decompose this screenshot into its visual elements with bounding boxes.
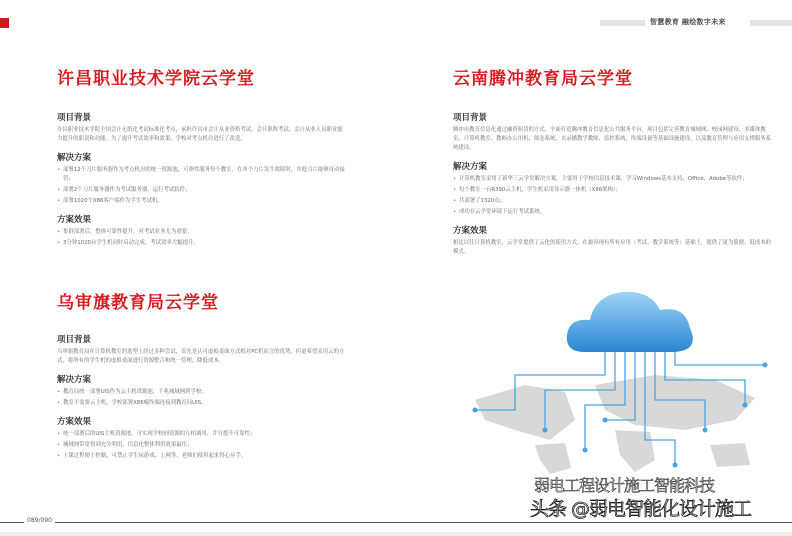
list-item: • 部署12个刀片服务器作为考点机房的统一资源池，可弹性服务每个教室，在单个刀片发生故障时，其他刀片能够自动接管； [57, 166, 347, 184]
heading-background: 项目背景 [57, 113, 92, 123]
watermark-text: 弱电工程设计施工智能科技 [534, 476, 715, 495]
list-item: • 教育局统一部署UIS作为云主机资源池，千兆城域网到学校； [57, 388, 347, 397]
heading-solution: 解决方案 [57, 153, 92, 163]
heading-solution: 解决方案 [57, 375, 92, 385]
section-tengchong [453, 64, 773, 257]
heading-effect: 方案效果 [57, 215, 92, 225]
list-item: • 统一部署后的UIS主机资源池，可实现学校间资源的互相调用，并且提升可靠性； [57, 430, 347, 439]
list-item: • 每个教室一台R390云主机，学生机采用显示器一体机（X86架构）； [453, 186, 773, 195]
list-item: • 成功在云学堂环境下运行考试系统。 [453, 208, 773, 217]
effect-text: 相比以往计算机教室，云学堂提供了云化的使用方式，在兼容现有所有应用（考试、教学系统等）基础上，提供了更为简便、低成本的模式。 [453, 240, 772, 255]
background-text: 腾冲市教育信息化通过融资租赁的方式，全面打造腾冲教育信息化公共服务平台，项目包括完善教育城域网、校园网建设、多媒体教室、计算机教室、教师办公用机、阅卷系统、直录播教学教师、监控系统、终端设备等基础设施建设，以及教育管理与应用支撑服务系统建设。 [453, 127, 772, 151]
header-slogan: 智慧教育 融绘数字未来 [650, 18, 726, 26]
heading-effect: 方案效果 [57, 417, 92, 427]
section-title: 云南腾冲教育局云学堂 [453, 69, 633, 89]
background-text: 乌审旗教育局在计算机教室的选型上经过多种尝试，首先是认可虚拟桌面方式相对PC机而言的优势，但更希望采用云的方式，将所有的学生机的虚拟桌面进行资源整合和统一管理，降低成本。 [57, 349, 345, 364]
list-item: • 部署2个刀片服务器作为考试服务器，运行考试软件； [57, 186, 347, 195]
bottom-strip [0, 532, 792, 536]
heading-background: 项目背景 [57, 335, 92, 345]
footer-line [0, 522, 792, 523]
heading-background: 项目背景 [453, 113, 488, 123]
list-item: • 3分钟1020台学生机同时启动完成，考试效率大幅提升。 [57, 239, 347, 248]
red-tab-marker [0, 18, 9, 28]
list-item: • 集群部署后，整体可靠性提升，对考试业务尤为重要； [57, 228, 347, 237]
watermark-text: 头条 @弱电智能化设计施工 [530, 498, 752, 520]
section-title: 许昌职业技术学院云学堂 [57, 69, 255, 89]
heading-solution: 解决方案 [453, 162, 488, 172]
cloud-icon [567, 292, 693, 352]
list-item: • 教室不需要云主机，学校部署X86瘦终端连接到教育局UIS。 [57, 399, 347, 408]
page-number: 089/090 [24, 517, 55, 524]
heading-effect: 方案效果 [453, 226, 488, 236]
list-item: • 部署1020个X86客户端作为学生考试机。 [57, 197, 347, 206]
cloud-network-illustration [455, 280, 785, 475]
background-text: 许昌职业技术学院全国会计无纸化考试标准化考点，承担许昌市会计从业资格考试、会计职称考试、会计从业人员职业能力提升的职责和功能。为了提升考试效率和效果，学校对考点机房进行了改造。 [57, 127, 343, 142]
section-xuchang [57, 64, 347, 250]
section-title: 乌审旗教育局云学堂 [57, 293, 219, 313]
list-item: • 计算机教室采用了新华三云学堂解决方案，主要用于学校信息技术课，学习Windows基本支持、Office、Adobe等软件； [453, 175, 773, 184]
section-wushen [57, 288, 347, 463]
list-item: • 共部署了1320点； [453, 197, 773, 206]
list-item: • 上课过程便于控制，可禁止学生玩游戏、上网等，老师们使用起来得心应手。 [57, 452, 347, 461]
list-item: • 城域网带宽得到充分利用，信息化整体利用效果最佳； [57, 441, 347, 450]
